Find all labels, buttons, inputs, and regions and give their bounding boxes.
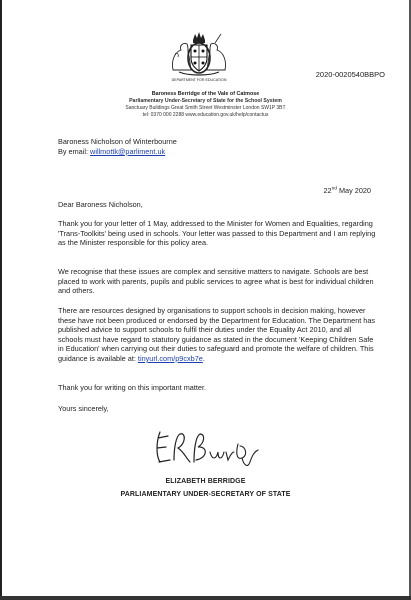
date-day: 22 — [323, 186, 332, 195]
closing: Yours sincerely, — [58, 404, 109, 413]
signatory-title: PARLIAMENTARY UNDER-SECRETARY OF STATE — [120, 491, 291, 498]
paragraph-4: Thank you for writing on this important matter. — [58, 383, 207, 392]
paragraph-3-text: There are resources designed by organisations to support schools in decision making, however these have not been produced or endorsed by the Department for Education. The Department has published advice to support schools to fulfil their duties under the Equality Act 2010, and all schools must have regard to statutory guidance as stated in the document 'Keeping Children Safe in Education' when carrying out their duties to safeguard and promote the welfare of children. This guidance is available at: — [58, 306, 376, 363]
office-letterhead — [0, 91, 411, 119]
handwritten-signature — [150, 422, 265, 472]
reference-number: 2020-0020540BBPO — [315, 70, 385, 79]
date-rest: May 2020 — [336, 186, 371, 195]
date-suffix: nd — [331, 186, 337, 192]
office-contact: tel: 0370 000 2288 www.education.gov.uk/help/contactus — [142, 112, 269, 118]
paragraph-1: Thank you for your letter of 1 May, addressed to the Minister for Women and Equalities, regarding 'Trans-Toolkits' being used in schools. Your letter was passed to this Department and I am replying as the Minister responsible for this policy area. — [58, 219, 376, 248]
recipient-name: Baroness Nicholson of Winterbourne — [58, 137, 177, 146]
salutation: Dear Baroness Nicholson, — [58, 200, 143, 209]
page-left-edge — [0, 0, 2, 600]
page-bottom-edge — [0, 596, 411, 600]
recipient-block — [58, 137, 376, 156]
paragraph-2: We recognise that these issues are complex and sensitive matters to navigate. Schools are best placed to work with parents, pupils and public services to agree what is best for individual children and others. — [58, 267, 374, 296]
office-name: Baroness Berridge of the Vale of Catmose — [151, 91, 260, 97]
crest-caption: DEPARTMENT FOR EDUCATION — [171, 78, 227, 82]
office-role: Parliamentary Under-Secretary of State for the School System — [129, 98, 282, 104]
paragraph-3 — [58, 306, 376, 364]
signatory-name: ELIZABETH BERRIDGE — [165, 478, 246, 485]
letter-date — [323, 186, 371, 195]
royal-crest-logo — [165, 30, 233, 82]
recipient-email-line — [58, 147, 376, 157]
recipient-email-link[interactable]: willmottk@parliment.uk — [90, 146, 166, 156]
email-prefix: By email: — [58, 146, 91, 156]
office-address: Sanctuary Buildings Great Smith Street Westminster London SW1P 3BT — [125, 105, 286, 111]
paragraph-3-end: . — [202, 353, 205, 363]
guidance-link[interactable]: tinyurl.com/p9cxb7e — [137, 353, 203, 363]
